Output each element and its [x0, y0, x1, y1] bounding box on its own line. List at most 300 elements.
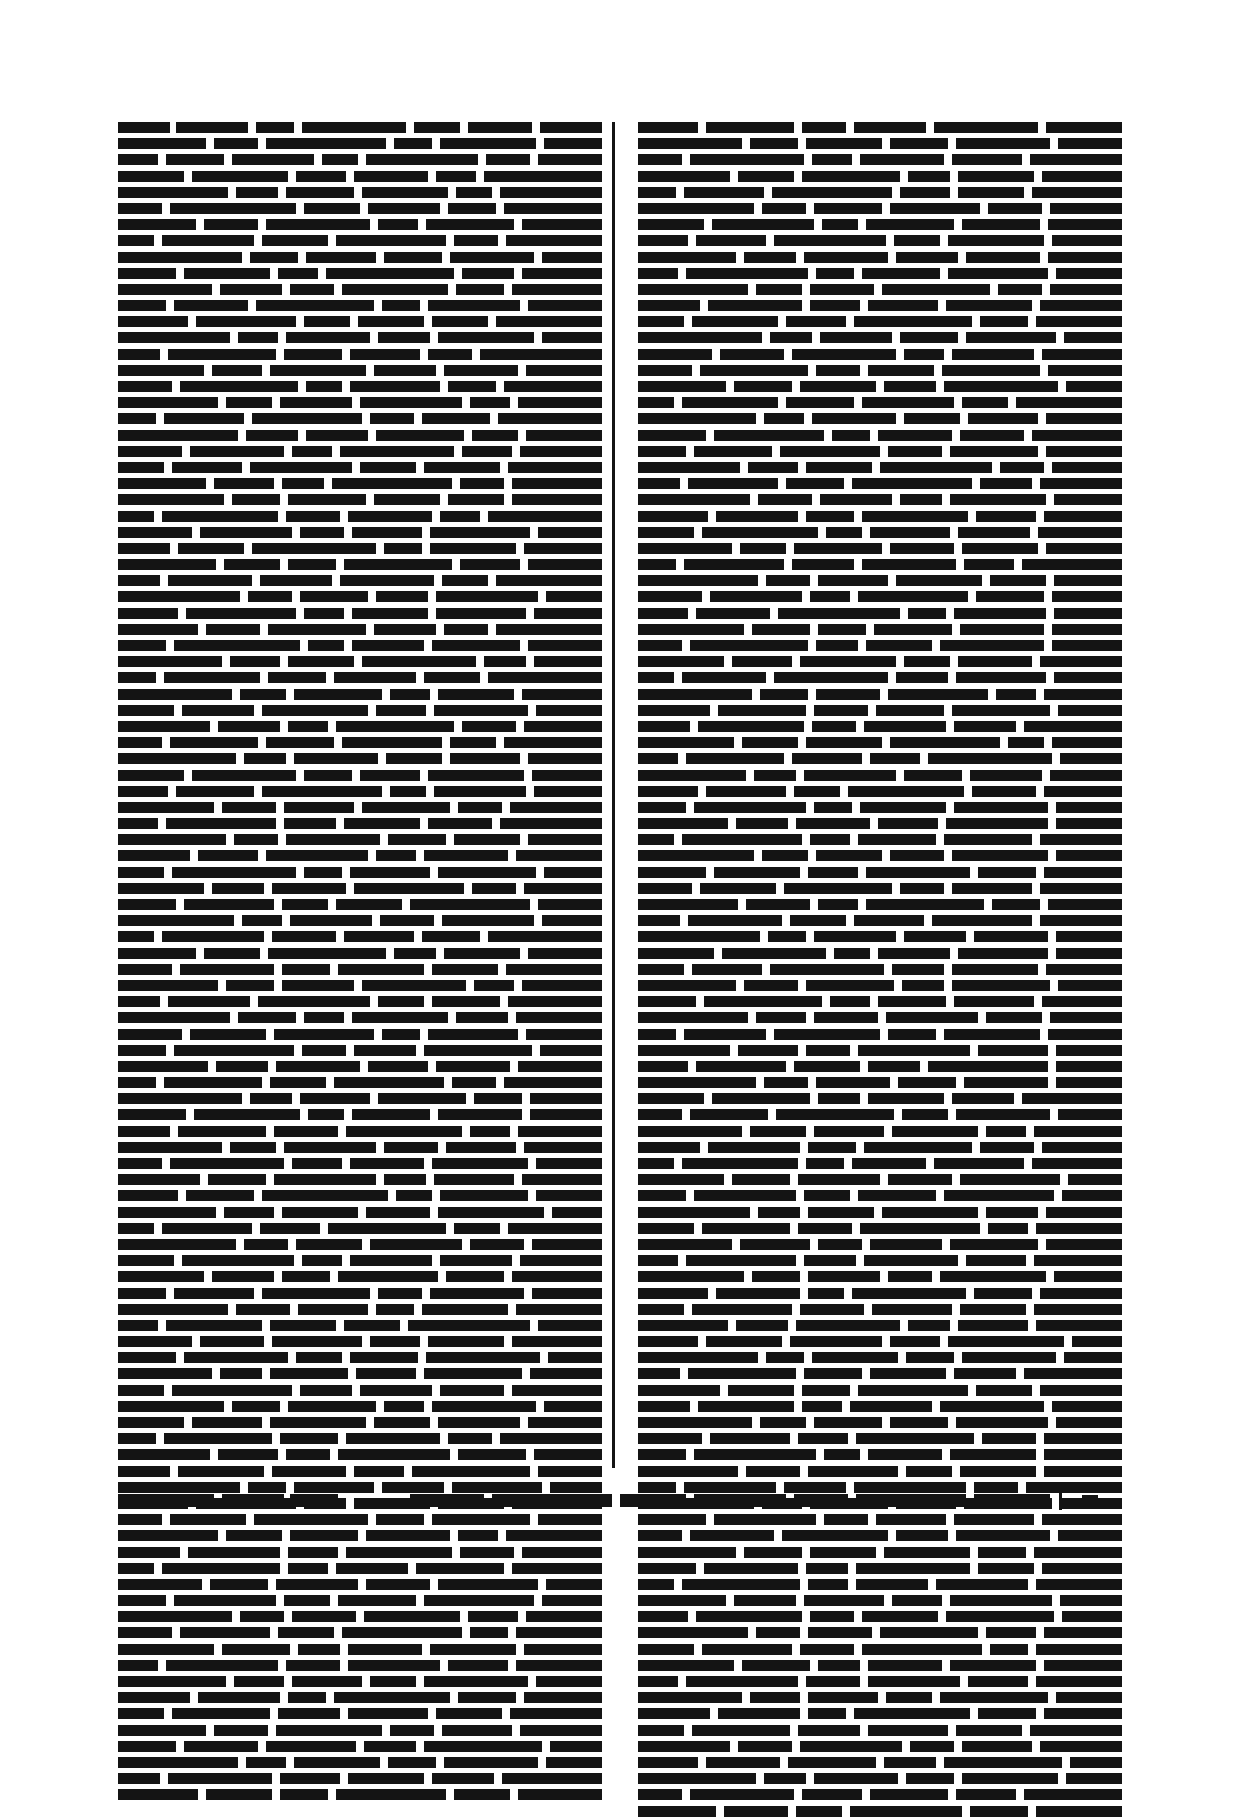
- redaction-bar: [638, 867, 706, 878]
- redaction-bar: [438, 1109, 522, 1120]
- redacted-text-line: [638, 1563, 1122, 1574]
- redaction-bar: [344, 1320, 400, 1331]
- redaction-bar: [966, 1255, 1026, 1266]
- redaction-bar: [866, 640, 932, 651]
- redaction-bar: [698, 721, 804, 732]
- document-body: [118, 122, 1122, 1472]
- redaction-bar: [536, 1158, 602, 1169]
- redaction-bar: [734, 1595, 796, 1606]
- redaction-bar: [996, 689, 1036, 700]
- redaction-bar: [874, 624, 952, 635]
- redaction-bar: [438, 332, 534, 343]
- redaction-bar: [170, 1158, 284, 1169]
- redaction-bar: [342, 737, 442, 748]
- redaction-bar: [882, 284, 990, 295]
- redaction-bar: [834, 948, 870, 959]
- redaction-bar: [280, 1773, 340, 1784]
- redaction-bar: [956, 672, 1046, 683]
- redacted-text-line: [118, 867, 602, 878]
- redaction-bar: [166, 1660, 278, 1671]
- redaction-bar: [288, 559, 336, 570]
- redaction-bar: [794, 786, 840, 797]
- redaction-bar: [858, 1385, 968, 1396]
- redaction-bar: [500, 1433, 602, 1444]
- redaction-bar: [450, 753, 520, 764]
- redaction-bar: [1038, 527, 1122, 538]
- redacted-text-line: [638, 1692, 1122, 1703]
- redaction-bar: [822, 219, 858, 230]
- redaction-bar: [1022, 1093, 1122, 1104]
- redaction-bar: [356, 1368, 416, 1379]
- redaction-bar: [542, 915, 602, 926]
- redacted-text-line: [118, 252, 602, 263]
- redaction-bar: [638, 1207, 750, 1218]
- redaction-bar: [370, 1676, 416, 1687]
- redacted-text-line: [638, 1158, 1122, 1169]
- redaction-bar: [118, 1627, 172, 1638]
- redaction-bar: [786, 397, 854, 408]
- redaction-bar: [432, 996, 500, 1007]
- redaction-bar: [118, 996, 160, 1007]
- redaction-bar: [214, 1725, 268, 1736]
- redacted-text-line: [638, 980, 1122, 991]
- redacted-text-line: [118, 1385, 602, 1396]
- redaction-bar: [236, 187, 278, 198]
- redaction-bar: [376, 591, 428, 602]
- redaction-bar: [288, 656, 354, 667]
- redacted-text-line: [638, 1385, 1122, 1396]
- redaction-bar: [1024, 1368, 1122, 1379]
- redaction-bar: [220, 1368, 262, 1379]
- redaction-bar: [688, 478, 778, 489]
- redaction-bar: [508, 996, 602, 1007]
- redaction-bar: [638, 1725, 684, 1736]
- redaction-bar: [488, 931, 602, 942]
- redacted-text-line: [638, 1368, 1122, 1379]
- redaction-bar: [708, 1142, 800, 1153]
- redacted-text-line: [118, 608, 602, 619]
- redaction-bar: [1030, 1725, 1122, 1736]
- footer-redaction-bar: [492, 1494, 612, 1507]
- redacted-text-line: [638, 689, 1122, 700]
- redaction-bar: [976, 1385, 1032, 1396]
- redaction-bar: [546, 1757, 602, 1768]
- redaction-bar: [1048, 365, 1122, 376]
- redaction-bar: [638, 1401, 690, 1412]
- redaction-bar: [346, 1126, 462, 1137]
- redaction-bar: [360, 462, 416, 473]
- redaction-bar: [522, 268, 602, 279]
- redaction-bar: [900, 187, 950, 198]
- redacted-text-line: [118, 850, 602, 861]
- redaction-bar: [268, 948, 386, 959]
- redaction-bar: [470, 397, 510, 408]
- redacted-text-line: [118, 1725, 602, 1736]
- redaction-bar: [1052, 624, 1122, 635]
- redaction-bar: [118, 1288, 166, 1299]
- redaction-bar: [1048, 252, 1122, 263]
- redaction-bar: [878, 996, 946, 1007]
- redaction-bar: [456, 187, 492, 198]
- redaction-bar: [232, 154, 314, 165]
- redaction-bar: [936, 1579, 1028, 1590]
- redacted-text-line: [118, 1692, 602, 1703]
- redaction-bar: [1056, 802, 1122, 813]
- redaction-bar: [250, 252, 298, 263]
- redaction-bar: [432, 1401, 536, 1412]
- redaction-bar: [760, 689, 808, 700]
- redaction-bar: [376, 850, 416, 861]
- redaction-bar: [638, 1368, 680, 1379]
- redaction-bar: [266, 219, 370, 230]
- redaction-bar: [350, 349, 420, 360]
- redaction-bar: [804, 1190, 850, 1201]
- redacted-text-line: [118, 543, 602, 554]
- redaction-bar: [292, 1676, 362, 1687]
- redaction-bar: [272, 1336, 362, 1347]
- redaction-bar: [806, 1045, 850, 1056]
- redaction-bar: [690, 154, 804, 165]
- redacted-text-line: [638, 1093, 1122, 1104]
- redaction-bar: [904, 349, 944, 360]
- redacted-text-line: [638, 867, 1122, 878]
- redaction-bar: [960, 1466, 1036, 1477]
- redacted-text-line: [118, 1190, 602, 1201]
- redaction-bar: [168, 575, 252, 586]
- redacted-text-line: [118, 122, 602, 133]
- redaction-bar: [708, 300, 802, 311]
- redaction-bar: [638, 462, 740, 473]
- redaction-bar: [974, 1482, 1018, 1493]
- redaction-bar: [900, 332, 958, 343]
- redaction-bar: [940, 1401, 1044, 1412]
- redaction-bar: [118, 430, 238, 441]
- redaction-bar: [118, 624, 198, 635]
- redaction-bar: [638, 737, 734, 748]
- redaction-bar: [1036, 1644, 1122, 1655]
- redaction-bar: [1072, 1336, 1122, 1347]
- redacted-text-line: [118, 1676, 602, 1687]
- redaction-bar: [198, 850, 258, 861]
- redaction-bar: [118, 494, 224, 505]
- redaction-bar: [428, 770, 524, 781]
- redaction-bar: [1040, 883, 1122, 894]
- redaction-bar: [248, 1482, 286, 1493]
- redacted-text-line: [118, 1174, 602, 1185]
- redaction-bar: [308, 1109, 344, 1120]
- redaction-bar: [512, 478, 602, 489]
- redaction-bar: [384, 252, 442, 263]
- redaction-bar: [962, 1741, 1032, 1752]
- redaction-bar: [638, 1271, 744, 1282]
- redaction-bar: [870, 1368, 946, 1379]
- redaction-bar: [816, 850, 882, 861]
- redaction-bar: [900, 494, 942, 505]
- redaction-bar: [638, 980, 736, 991]
- redaction-bar: [544, 867, 602, 878]
- redaction-bar: [352, 1109, 430, 1120]
- redaction-bar: [712, 219, 814, 230]
- redaction-bar: [376, 1304, 414, 1315]
- redaction-bar: [956, 138, 1050, 149]
- redaction-bar: [348, 511, 432, 522]
- redaction-bar: [638, 1660, 734, 1671]
- redaction-bar: [436, 608, 526, 619]
- redaction-bar: [458, 802, 502, 813]
- redacted-text-line: [638, 1255, 1122, 1266]
- redaction-bar: [808, 1692, 878, 1703]
- redaction-bar: [432, 1158, 528, 1169]
- redacted-text-line: [638, 964, 1122, 975]
- redacted-text-line: [118, 1336, 602, 1347]
- redaction-bar: [118, 1207, 216, 1218]
- redacted-text-line: [638, 1741, 1122, 1752]
- redacted-text-line: [118, 1368, 602, 1379]
- redaction-bar: [118, 1012, 230, 1023]
- redaction-bar: [978, 867, 1036, 878]
- column-divider-rule: [612, 122, 615, 1468]
- redaction-bar: [360, 397, 462, 408]
- redaction-bar: [282, 1271, 330, 1282]
- redaction-bar: [370, 1239, 462, 1250]
- redaction-bar: [638, 1126, 742, 1137]
- redaction-bar: [118, 122, 170, 133]
- redacted-text-line: [638, 122, 1122, 133]
- redaction-bar: [944, 834, 1032, 845]
- redacted-text-line: [118, 1449, 602, 1460]
- redacted-text-line: [118, 689, 602, 700]
- redaction-bar: [1036, 1223, 1122, 1234]
- redaction-bar: [424, 1595, 534, 1606]
- redaction-bar: [180, 1627, 270, 1638]
- redaction-bar: [702, 1644, 792, 1655]
- redaction-bar: [278, 1627, 334, 1638]
- text-column-left: [118, 122, 602, 1472]
- redaction-bar: [168, 1773, 272, 1784]
- redaction-bar: [118, 252, 242, 263]
- redaction-bar: [638, 203, 754, 214]
- redaction-bar: [756, 1012, 806, 1023]
- redacted-text-line: [118, 1579, 602, 1590]
- redaction-bar: [460, 1547, 514, 1558]
- redaction-bar: [778, 608, 900, 619]
- redaction-bar: [746, 899, 810, 910]
- redaction-bar: [952, 1093, 1014, 1104]
- redaction-bar: [854, 122, 926, 133]
- redaction-bar: [462, 446, 512, 457]
- redaction-bar: [950, 1239, 1038, 1250]
- redaction-bar: [510, 802, 602, 813]
- redaction-bar: [694, 802, 806, 813]
- redaction-bar: [794, 1061, 860, 1072]
- redaction-bar: [258, 996, 370, 1007]
- redaction-bar: [800, 1304, 864, 1315]
- redaction-bar: [542, 252, 602, 263]
- redaction-bar: [118, 834, 226, 845]
- redaction-bar: [278, 268, 318, 279]
- redaction-bar: [274, 1029, 374, 1040]
- redaction-bar: [118, 1433, 156, 1444]
- redaction-bar: [174, 1288, 254, 1299]
- redaction-bar: [168, 996, 250, 1007]
- redaction-bar: [638, 1676, 678, 1687]
- redaction-bar: [638, 187, 676, 198]
- redaction-bar: [1052, 591, 1122, 602]
- redaction-bar: [970, 770, 1042, 781]
- redaction-bar: [638, 770, 746, 781]
- redaction-bar: [990, 1644, 1028, 1655]
- redaction-bar: [518, 397, 602, 408]
- redaction-bar: [980, 1142, 1034, 1153]
- redaction-bar: [892, 1595, 942, 1606]
- redacted-text-line: [118, 1530, 602, 1541]
- redacted-text-line: [638, 1789, 1122, 1800]
- redaction-bar: [504, 381, 602, 392]
- redaction-bar: [290, 915, 372, 926]
- redaction-bar: [700, 365, 808, 376]
- redaction-bar: [960, 1304, 1026, 1315]
- redacted-text-line: [118, 171, 602, 182]
- redaction-bar: [952, 154, 1022, 165]
- redacted-text-line: [118, 1271, 602, 1282]
- redaction-bar: [744, 980, 798, 991]
- redaction-bar: [524, 1692, 602, 1703]
- redaction-bar: [1034, 1547, 1122, 1558]
- redaction-bar: [180, 964, 274, 975]
- redaction-bar: [808, 1708, 846, 1719]
- redaction-bar: [714, 430, 824, 441]
- redaction-bar: [384, 1174, 426, 1185]
- redaction-bar: [440, 511, 480, 522]
- redaction-bar: [870, 1789, 948, 1800]
- redaction-bar: [342, 1627, 462, 1638]
- redaction-bar: [166, 154, 224, 165]
- redaction-bar: [522, 1547, 602, 1558]
- redaction-bar: [442, 915, 534, 926]
- footer-redaction-bar: [856, 1494, 966, 1507]
- redaction-bar: [890, 1336, 940, 1347]
- redaction-bar: [280, 1433, 338, 1444]
- redaction-bar: [178, 543, 244, 554]
- redaction-bar: [382, 1482, 444, 1493]
- redacted-text-line: [638, 899, 1122, 910]
- redaction-bar: [956, 1417, 1048, 1428]
- redaction-bar: [1036, 316, 1122, 327]
- redaction-bar: [410, 899, 530, 910]
- redaction-bar: [352, 640, 424, 651]
- redacted-text-line: [638, 672, 1122, 683]
- redaction-bar: [944, 1029, 1040, 1040]
- redaction-bar: [788, 1757, 876, 1768]
- redaction-bar: [268, 624, 366, 635]
- redaction-bar: [798, 1725, 860, 1736]
- redaction-bar: [954, 996, 1034, 1007]
- redaction-bar: [814, 1012, 878, 1023]
- redaction-bar: [118, 1190, 178, 1201]
- redaction-bar: [940, 1692, 1048, 1703]
- redaction-bar: [118, 332, 230, 343]
- redaction-bar: [818, 1660, 860, 1671]
- redaction-bar: [758, 494, 812, 505]
- redaction-bar: [286, 1660, 340, 1671]
- redaction-bar: [118, 1417, 184, 1428]
- redaction-bar: [118, 1789, 198, 1800]
- redaction-bar: [774, 1029, 880, 1040]
- redaction-bar: [978, 1708, 1036, 1719]
- redaction-bar: [282, 1207, 358, 1218]
- redaction-bar: [802, 1385, 850, 1396]
- redaction-bar: [738, 171, 794, 182]
- redaction-bar: [932, 915, 1032, 926]
- redacted-text-line: [638, 413, 1122, 424]
- redaction-bar: [894, 235, 940, 246]
- redaction-bar: [808, 1271, 880, 1282]
- redaction-bar: [298, 1304, 368, 1315]
- redaction-bar: [118, 1676, 226, 1687]
- redaction-bar: [262, 705, 368, 716]
- redaction-bar: [892, 1126, 978, 1137]
- redaction-bar: [1032, 187, 1122, 198]
- redaction-bar: [952, 883, 1032, 894]
- redaction-bar: [810, 591, 850, 602]
- redaction-bar: [304, 608, 344, 619]
- redaction-bar: [374, 365, 436, 376]
- redacted-text-line: [118, 235, 602, 246]
- redaction-bar: [118, 1725, 206, 1736]
- redaction-bar: [270, 1417, 366, 1428]
- redacted-text-line: [638, 1077, 1122, 1088]
- redaction-bar: [686, 1676, 798, 1687]
- redaction-bar: [488, 672, 602, 683]
- redaction-bar: [348, 1660, 440, 1671]
- redaction-bar: [452, 1077, 496, 1088]
- redacted-text-line: [638, 1401, 1122, 1412]
- redaction-bar: [292, 446, 332, 457]
- redaction-bar: [118, 689, 232, 700]
- redaction-bar: [118, 770, 184, 781]
- redaction-bar: [710, 591, 802, 602]
- redaction-bar: [440, 1255, 512, 1266]
- redaction-bar: [376, 705, 426, 716]
- redacted-text-line: [118, 1158, 602, 1169]
- redacted-text-line: [638, 1126, 1122, 1137]
- redacted-text-line: [118, 1142, 602, 1153]
- redaction-bar: [1064, 1352, 1122, 1363]
- redaction-bar: [1050, 203, 1122, 214]
- redaction-bar: [118, 446, 182, 457]
- redaction-bar: [222, 802, 276, 813]
- redaction-bar: [540, 122, 602, 133]
- redaction-bar: [428, 818, 492, 829]
- redaction-bar: [184, 268, 270, 279]
- redacted-text-line: [118, 413, 602, 424]
- footer-redaction-bar: [290, 1494, 338, 1507]
- redaction-bar: [444, 948, 520, 959]
- redaction-bar: [900, 883, 944, 894]
- redaction-bar: [970, 1806, 1028, 1817]
- redaction-bar: [118, 1045, 166, 1056]
- redaction-bar: [780, 446, 880, 457]
- redaction-bar: [1046, 446, 1122, 457]
- redaction-bar: [378, 332, 430, 343]
- redacted-text-line: [118, 1126, 602, 1137]
- redaction-bar: [638, 996, 696, 1007]
- redaction-bar: [118, 1660, 158, 1671]
- redaction-bar: [468, 122, 532, 133]
- redaction-bar: [1060, 753, 1122, 764]
- redaction-bar: [738, 1045, 798, 1056]
- redaction-bar: [424, 1368, 522, 1379]
